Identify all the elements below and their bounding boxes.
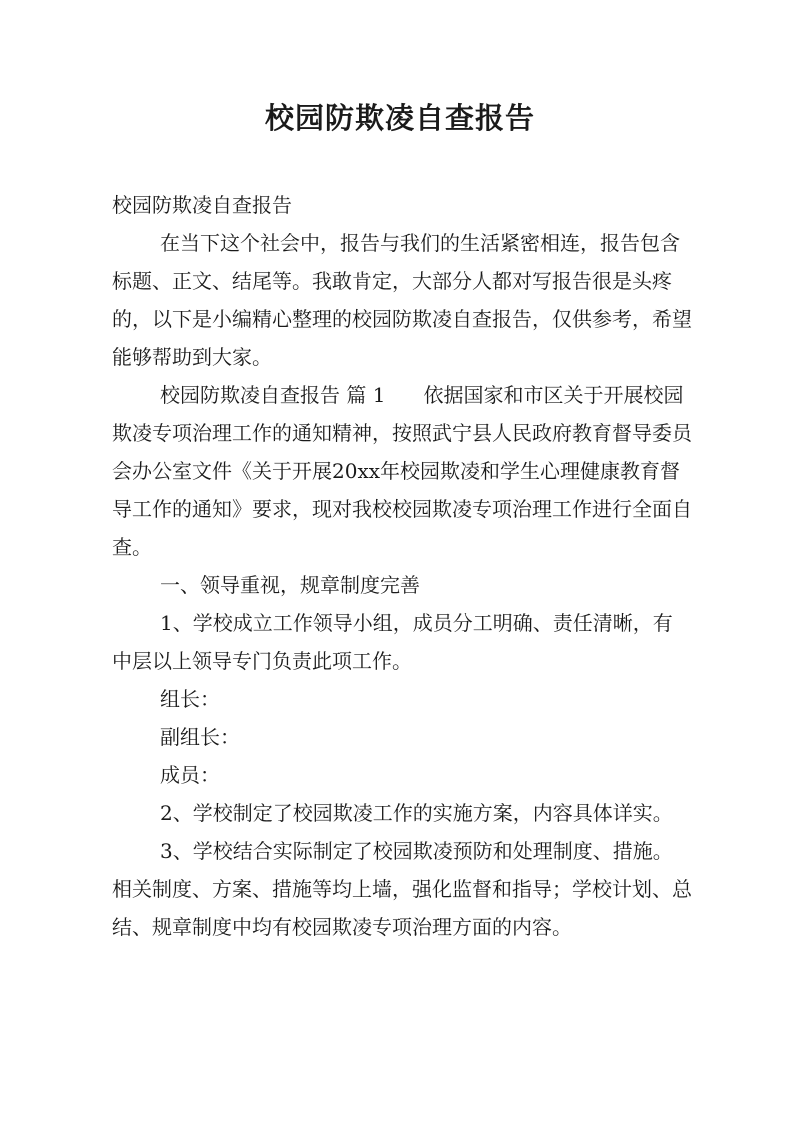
document-body [112, 186, 692, 946]
paragraph-item-2: 2、学校制定了校园欺凌工作的实施方案，内容具体详实。 [160, 801, 673, 825]
document-title: 校园防欺凌自查报告 [264, 101, 535, 135]
paragraph-item-1: 1、学校成立工作领导小组，成员分工明确、责任清晰，有中层以上领导专门负责此项工作。 [112, 611, 673, 673]
paragraph-item-3: 3、学校结合实际制定了校园欺凌预防和处理制度、措施。相关制度、方案、措施等均上墙，强化监督和指导；学校计划、总结、规章制度中均有校园欺凌专项治理方面的内容。 [112, 839, 692, 939]
paragraph-subtitle: 校园防欺凌自查报告 [112, 193, 292, 217]
section-heading: 校园防欺凌自查报告 篇 1 [160, 383, 386, 407]
paragraph-section-1 [112, 376, 692, 566]
paragraph-leader: 组长： [160, 687, 220, 711]
paragraph-intro: 在当下这个社会中，报告与我们的生活紧密相连，报告包含标题、正文、结尾等。我敢肯定，大部分人都对写报告很是头疼的，以下是小编精心整理的校园防欺凌自查报告，仅供参考，希望能够帮助到大家。 [112, 231, 692, 369]
section-text: 依据国家和市区关于开展校园欺凌专项治理工作的通知精神，按照武宁县人民政府教育督导委员会办公室文件《关于开展20xx年校园欺凌和学生心理健康教育督导工作的通知》要求，现对我校校园欺凌专项治理工作进行全面自查。 [112, 383, 692, 559]
paragraph-heading-leadership: 一、领导重视，规章制度完善 [160, 573, 420, 597]
paragraph-deputy-leader: 副组长： [160, 725, 240, 749]
paragraph-members: 成员： [160, 763, 220, 787]
